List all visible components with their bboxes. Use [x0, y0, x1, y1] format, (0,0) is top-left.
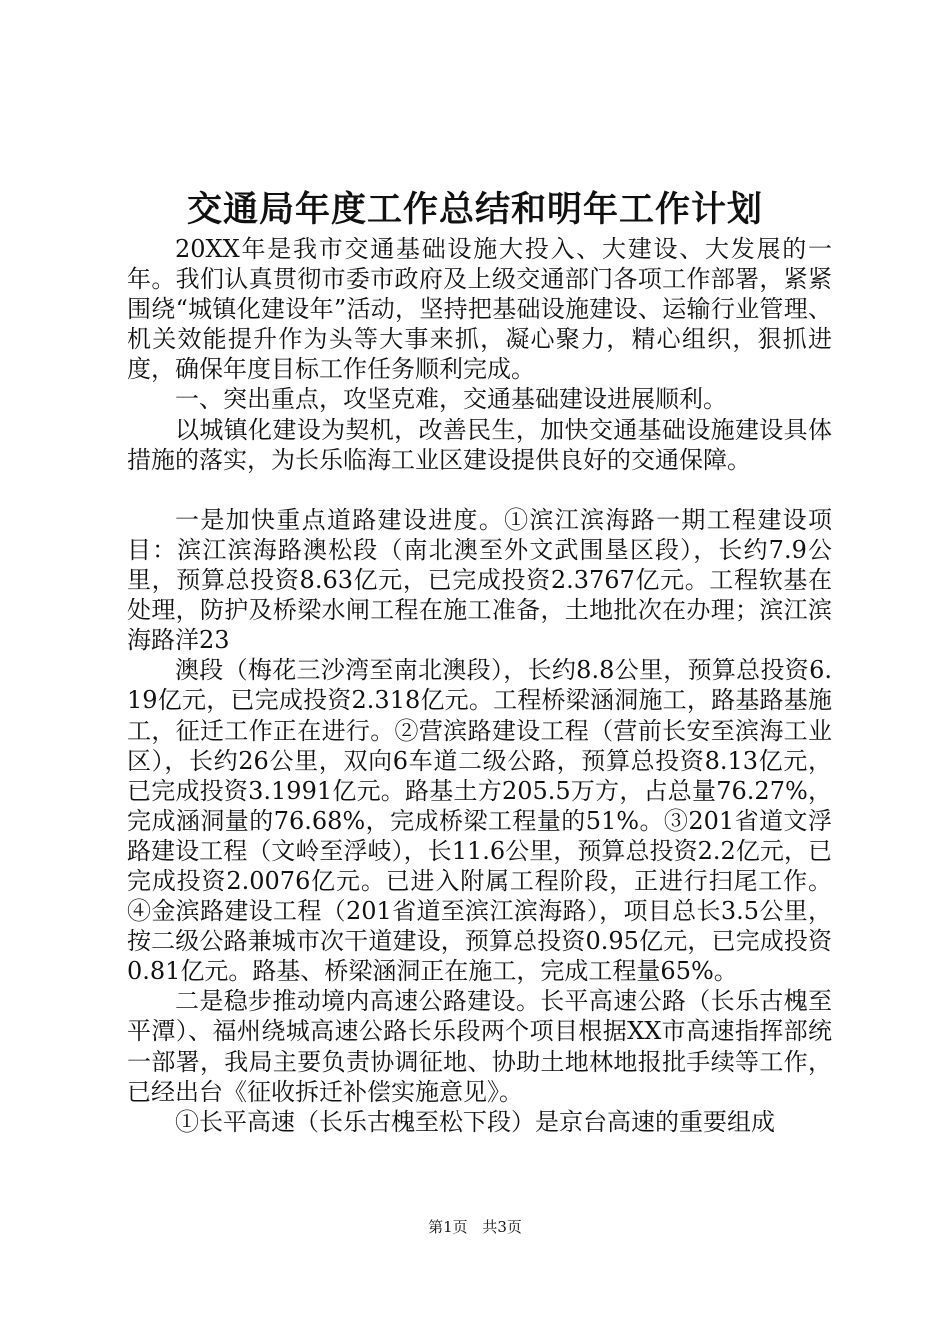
page-number: 第1页: [428, 1218, 468, 1236]
paragraph-road-projects: 澳段（梅花三沙湾至南北澳段），长约8.8公里，预算总投资6.19亿元，已完成投资2.318亿元。工程桥梁涵洞施工，路基路基施工，征迁工作正在进行。②营滨路建设工程（营前长安至滨海工业区），长约26公里，双向6车道二级公路，预算总投资8.13亿元，已完成投资3.1991亿元。路基土方205.5万方，占总量76.27%，完成涵洞量的76.68%，完成桥梁工程量的51%。③201省道文浮路建设工程（文岭至浮岐），长11.6公里，预算总投资2.2亿元，已完成投资2.0076亿元。已进入附属工程阶段，正进行扫尾工作。④金滨路建设工程（201省道至滨江滨海路），项目总长3.5公里，按二级公路兼城市次干道建设，预算总投资0.95亿元，已完成投资0.81亿元。路基、桥梁涵洞正在施工，完成工程量65%。: [127, 656, 832, 986]
paragraph-changping-highway: ①长平高速（长乐古槐至松下段）是京台高速的重要组成: [175, 1107, 775, 1136]
paragraph-intro: 20XX年是我市交通基础设施大投入、大建设、大发展的一年。我们认真贯彻市委市政府及上级交通部门各项工作部署，紧紧围绕“城镇化建设年”活动，坚持把基础设施建设、运输行业管理、机关效能提升作为头等大事来抓，凝心聚力，精心组织，狠抓进度，确保年度目标工作任务顺利完成。: [127, 235, 832, 384]
blank-line: [127, 475, 832, 505]
section-heading-1: 一、突出重点，攻坚克难，交通基础建设进展顺利。: [175, 385, 727, 414]
document-title: 交通局年度工作总结和明年工作计划: [186, 189, 763, 230]
paragraph-road-construction: 一是加快重点道路建设进度。①滨江滨海路一期工程建设项目：滨江滨海路澳松段（南北澳至外文武围垦区段），长约7.9公里，预算总投资8.63亿元，已完成投资2.3767亿元。工程软基在处理，防护及桥梁水闸工程在施工准备，土地批次在办理；滨江滨海路洋23: [127, 505, 832, 655]
paragraph-section-1-intro: 以城镇化建设为契机，改善民生，加快交通基础设施建设具体措施的落实，为长乐临海工业区建设提供良好的交通保障。: [127, 415, 832, 474]
page-total: 共3页: [482, 1218, 522, 1236]
paragraph-highway-construction: 二是稳步推动境内高速公路建设。长平高速公路（长乐古槐至平潭）、福州绕城高速公路长乐段两个项目根据XX市高速指挥部统一部署，我局主要负责协调征地、协助土地林地报批手续等工作，已经出台《征收拆迁补偿实施意见》。: [127, 987, 832, 1106]
document-body: [127, 234, 832, 1137]
page-footer: [0, 1217, 950, 1237]
